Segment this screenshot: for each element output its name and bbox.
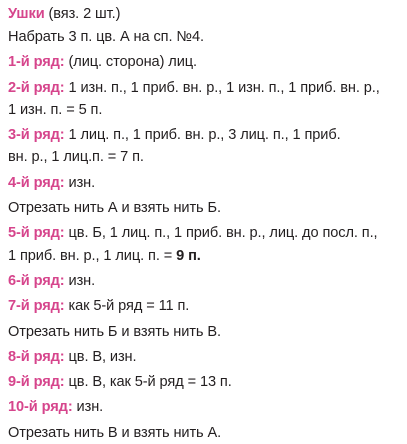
instruction-note <box>8 197 404 219</box>
instruction-line <box>8 222 404 244</box>
instruction-row <box>8 295 404 317</box>
row-label: 6-й ряд: <box>8 272 65 289</box>
instruction-row <box>8 51 404 73</box>
row-text: цв. В, изн. <box>64 348 137 365</box>
row-label: 4-й ряд: <box>8 174 65 191</box>
row-label: 9-й ряд: <box>8 374 65 391</box>
instruction-line <box>8 197 404 219</box>
instruction-line <box>8 77 404 99</box>
row-result: 9 п. <box>176 247 201 264</box>
rows-list <box>8 51 404 444</box>
row-text: 1 лиц. п., 1 приб. вн. р., 3 лиц. п., 1 приб. <box>64 127 341 144</box>
instruction-line <box>8 396 404 418</box>
instruction-row <box>8 346 404 368</box>
instruction-note <box>8 422 404 444</box>
row-label: 3-й ряд: <box>8 127 65 144</box>
row-label: 10-й ряд: <box>8 399 73 416</box>
row-text: цв. В, как 5-й ряд = 13 п. <box>64 374 232 391</box>
row-text: 1 изн. п. = 5 п. <box>8 101 103 118</box>
row-text: как 5-й ряд = 11 п. <box>64 298 190 315</box>
instruction-note <box>8 321 404 343</box>
row-text: Отрезать нить Б и взять нить В. <box>8 323 221 340</box>
section-heading <box>8 3 404 25</box>
intro-line: Набрать 3 п. цв. А на сп. №4. <box>8 29 204 45</box>
row-text: цв. Б, 1 лиц. п., 1 приб. вн. р., лиц. до посл. п., <box>64 225 378 242</box>
instruction-line <box>8 346 404 368</box>
row-text: изн. <box>64 272 96 289</box>
row-text: 1 приб. вн. р., 1 лиц. п. = <box>8 247 177 264</box>
row-text: Отрезать нить В и взять нить А. <box>8 424 222 441</box>
row-text: изн. <box>64 174 96 191</box>
instruction-line <box>8 124 404 146</box>
instruction-line <box>8 422 404 444</box>
row-text: вн. р., 1 лиц.п. = 7 п. <box>8 149 144 166</box>
row-text: Отрезать нить А и взять нить Б. <box>8 200 221 217</box>
row-label: 2-й ряд: <box>8 79 65 96</box>
instruction-line <box>8 371 404 393</box>
knitting-instructions <box>8 3 404 444</box>
row-label: 7-й ряд: <box>8 298 65 315</box>
instruction-row <box>8 77 404 122</box>
row-label: 1-й ряд: <box>8 54 65 71</box>
instruction-row <box>8 270 404 292</box>
instruction-row <box>8 124 404 169</box>
row-text: 1 изн. п., 1 приб. вн. р., 1 изн. п., 1 приб. вн. р., <box>64 79 380 96</box>
instruction-row <box>8 222 404 267</box>
instruction-line <box>8 270 404 292</box>
instruction-line <box>8 172 404 194</box>
instruction-line <box>8 321 404 343</box>
row-label: 8-й ряд: <box>8 348 65 365</box>
row-label: 5-й ряд: <box>8 225 65 242</box>
instruction-line <box>8 295 404 317</box>
row-text: изн. <box>72 399 104 416</box>
instruction-line <box>8 99 404 121</box>
section-title: Ушки <box>8 6 45 22</box>
instruction-row <box>8 371 404 393</box>
instruction-line <box>8 245 404 267</box>
instruction-row <box>8 172 404 194</box>
section-title-note: (вяз. 2 шт.) <box>44 6 121 22</box>
instruction-line <box>8 51 404 73</box>
row-text: (лиц. сторона) лиц. <box>64 54 197 71</box>
instruction-row <box>8 396 404 418</box>
instruction-line <box>8 146 404 168</box>
